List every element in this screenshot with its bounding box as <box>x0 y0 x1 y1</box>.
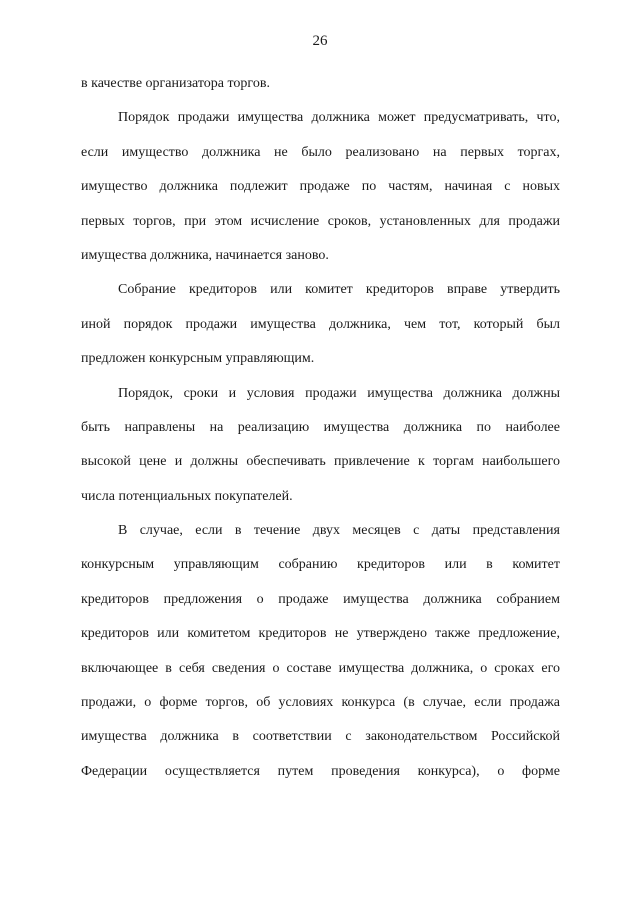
text-line: конкурсным управляющим собранию кредиторов или в комитет <box>81 557 560 573</box>
page-number: 26 <box>312 33 328 49</box>
text-line: имущества должника в соответствии с законодательством Российской <box>81 729 560 745</box>
text-line: числа потенциальных покупателей. <box>81 488 293 504</box>
text-line: имущество должника подлежит продаже по частям, начиная с новых <box>81 179 560 195</box>
text-line: Порядок продажи имущества должника может предусматривать, что, <box>118 110 560 126</box>
text-line: Порядок, сроки и условия продажи имущества должника должны <box>118 385 560 401</box>
text-line: Собрание кредиторов или комитет кредиторов вправе утвердить <box>118 282 560 298</box>
text-line: иной порядок продажи имущества должника, чем тот, который был <box>81 316 560 332</box>
text-line: в качестве организатора торгов. <box>81 76 270 91</box>
text-line: кредиторов или комитетом кредиторов не утверждено также предложение, <box>81 626 560 642</box>
document-body <box>81 67 560 789</box>
text-line: имущества должника, начинается заново. <box>81 247 329 263</box>
text-line: Федерации осуществляется путем проведения конкурса), о форме <box>81 763 560 779</box>
text-line: первых торгов, при этом исчисление сроков, установленных для продажи <box>81 213 560 229</box>
text-line: продажи, о форме торгов, об условиях конкурса (в случае, если продажа <box>81 695 560 711</box>
text-line: высокой цене и должны обеспечивать привлечение к торгам наибольшего <box>81 454 560 470</box>
text-line: В случае, если в течение двух месяцев с даты представления <box>118 523 560 539</box>
text-line: включающее в себя сведения о составе имущества должника, о сроках его <box>81 660 560 676</box>
text-line: предложен конкурсным управляющим. <box>81 351 315 367</box>
text-line: быть направлены на реализацию имущества должника по наиболее <box>81 419 560 435</box>
text-line: кредиторов предложения о продаже имущества должника собранием <box>81 591 560 607</box>
text-line: если имущество должника не было реализовано на первых торгах, <box>81 144 560 160</box>
